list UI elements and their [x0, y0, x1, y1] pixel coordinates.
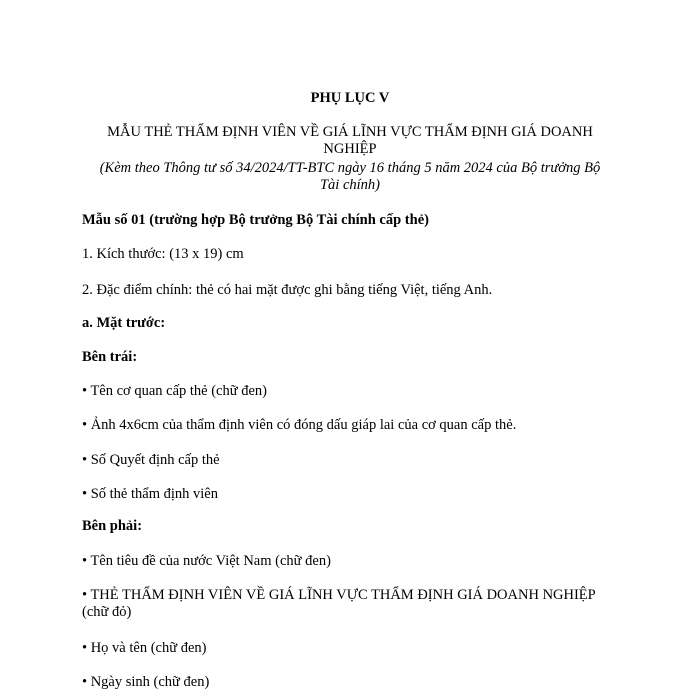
legal-basis-note: (Kèm theo Thông tư số 34/2024/TT-BTC ngày 16 tháng 5 năm 2024 của Bộ trưởng Bộ Tài chính): [99, 160, 601, 193]
appendix-heading: PHỤ LỤC V: [310, 90, 390, 106]
left-item-issuer: • Tên cơ quan cấp thẻ (chữ đen): [82, 383, 267, 399]
right-side-heading: Bên phải:: [82, 518, 143, 534]
front-side-heading: a. Mặt trước:: [82, 315, 166, 331]
features-item: 2. Đặc điểm chính: thẻ có hai mặt được ghi bằng tiếng Việt, tiếng Anh.: [82, 282, 493, 298]
left-item-card-number: • Số thẻ thẩm định viên: [82, 486, 218, 502]
right-item-full-name: • Họ và tên (chữ đen): [82, 640, 207, 656]
document-title: MẪU THẺ THẨM ĐỊNH VIÊN VỀ GIÁ LĨNH VỰC THẨM ĐỊNH GIÁ DOANH NGHIỆP: [107, 124, 593, 157]
left-item-decision-number: • Số Quyết định cấp thẻ: [82, 452, 220, 468]
form-heading: Mẫu số 01 (trường hợp Bộ trưởng Bộ Tài chính cấp thẻ): [82, 212, 429, 228]
size-item: 1. Kích thước: (13 x 19) cm: [82, 246, 244, 262]
right-item-birth-date: • Ngày sinh (chữ đen): [82, 674, 210, 690]
left-side-heading: Bên trái:: [82, 349, 138, 365]
right-item-country-title: • Tên tiêu đề của nước Việt Nam (chữ đen): [82, 553, 331, 569]
right-item-card-title: • THẺ THẨM ĐỊNH VIÊN VỀ GIÁ LĨNH VỰC THẨM ĐỊNH GIÁ DOANH NGHIỆP (chữ đỏ): [82, 587, 596, 620]
left-item-photo: • Ảnh 4x6cm của thẩm định viên có đóng dấu giáp lai của cơ quan cấp thẻ.: [82, 417, 517, 433]
